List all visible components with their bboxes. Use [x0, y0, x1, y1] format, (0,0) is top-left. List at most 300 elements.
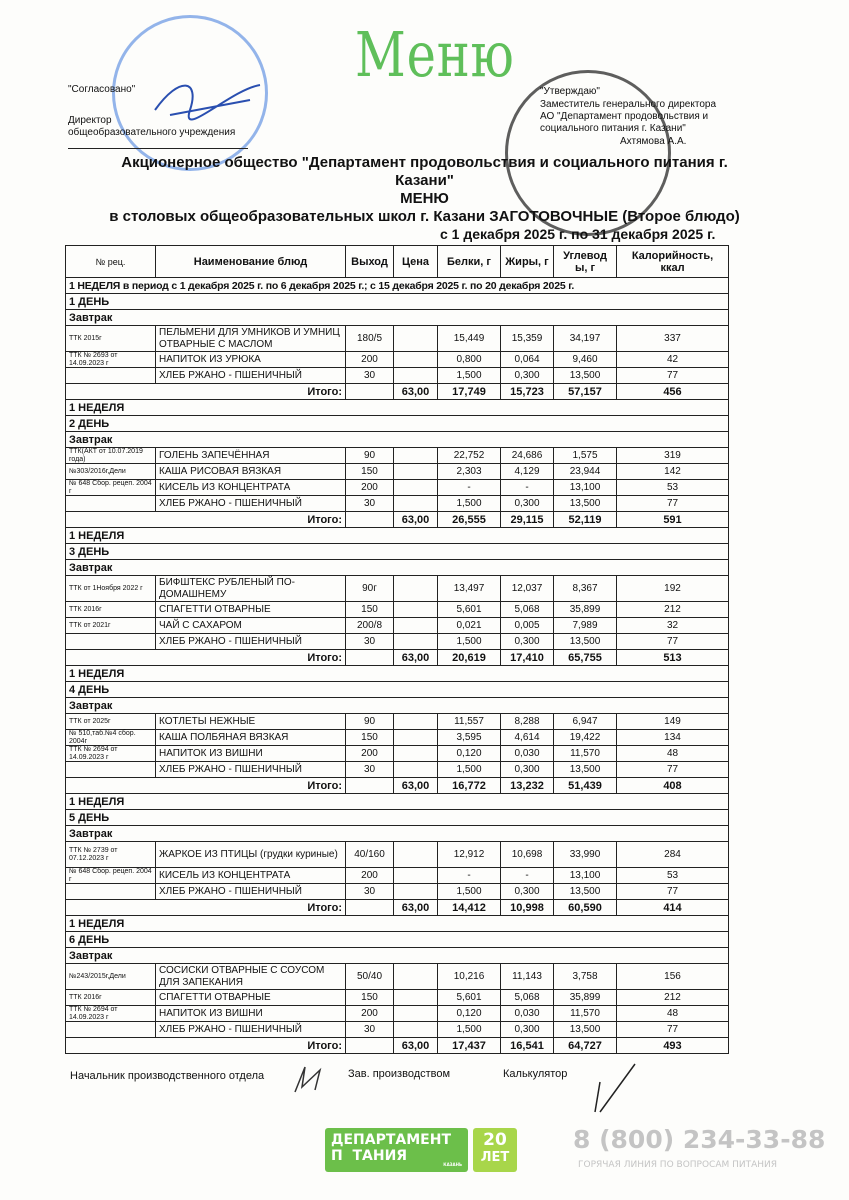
header-title: Меню [355, 18, 515, 91]
total-c: 57,157 [554, 384, 617, 400]
total-price: 63,00 [394, 1038, 438, 1054]
dish-name: ГОЛЕНЬ ЗАПЕЧЁННАЯ [156, 448, 346, 464]
col-yield: Выход [346, 246, 394, 278]
total-c: 52,119 [554, 512, 617, 528]
dish-p: 0,800 [438, 352, 501, 368]
col-recipe-no: № рец. [66, 246, 156, 278]
recipe-code: ТТК № 2694 от 14.09.2023 г [66, 746, 156, 762]
total-f: 17,410 [501, 650, 554, 666]
logo-city: КАЗАНЬ [443, 1162, 462, 1167]
total-c: 51,439 [554, 778, 617, 794]
recipe-code: ТТК 2015г [66, 326, 156, 352]
total-yield [346, 650, 394, 666]
dish-kcal: 77 [617, 634, 729, 650]
day-row [66, 544, 729, 560]
badge-number: 20 [483, 1130, 507, 1150]
doc-title: МЕНЮ [400, 190, 449, 207]
dish-yield: 150 [346, 464, 394, 480]
dish-c: 13,500 [554, 884, 617, 900]
sign-chef-label: Зав. производством [348, 1068, 451, 1080]
total-yield [346, 512, 394, 528]
dish-p: 1,500 [438, 1022, 501, 1038]
logo-line-1: ДЕПАРТАМЕНТ [331, 1132, 451, 1148]
week-row [66, 916, 729, 932]
total-label: Итого: [66, 650, 346, 666]
total-kcal: 591 [617, 512, 729, 528]
total-yield [346, 384, 394, 400]
approval-right-label: "Утверждаю" [540, 86, 600, 97]
dish-name: СПАГЕТТИ ОТВАРНЫЕ [156, 602, 346, 618]
dish-c: 34,197 [554, 326, 617, 352]
dish-price [394, 618, 438, 634]
dish-kcal: 32 [617, 618, 729, 634]
dish-p: - [438, 868, 501, 884]
recipe-code: ТТК № 2693 от 14.09.2023 г [66, 352, 156, 368]
recipe-code [66, 496, 156, 512]
dish-name: ХЛЕБ РЖАНО - ПШЕНИЧНЫЙ [156, 368, 346, 384]
dish-price [394, 352, 438, 368]
total-yield [346, 778, 394, 794]
recipe-code [66, 634, 156, 650]
dish-p: 10,216 [438, 964, 501, 990]
sign-head-label: Начальник производственного отдела [70, 1070, 265, 1082]
dish-f: - [501, 480, 554, 496]
dish-c: 1,575 [554, 448, 617, 464]
dish-yield: 30 [346, 368, 394, 384]
dish-yield: 180/5 [346, 326, 394, 352]
dish-name: ХЛЕБ РЖАНО - ПШЕНИЧНЫЙ [156, 1022, 346, 1038]
dish-c: 8,367 [554, 576, 617, 602]
dish-name: ЧАЙ С САХАРОМ [156, 618, 346, 634]
dish-price [394, 464, 438, 480]
dish-name: ПЕЛЬМЕНИ ДЛЯ УМНИКОВ И УМНИЦ ОТВАРНЫЕ С МАСЛОМ [156, 326, 346, 352]
day-row [66, 932, 729, 948]
dish-c: 35,899 [554, 602, 617, 618]
org-line-1: Акционерное общество "Департамент продовольствия и социального питания г. [121, 154, 728, 171]
meal-label: Завтрак [66, 310, 729, 326]
dish-f: 0,300 [501, 496, 554, 512]
logo-line-2: П ТАНИЯ [331, 1148, 408, 1164]
col-dish-name: Наименование блюд [156, 246, 346, 278]
dish-f: 11,143 [501, 964, 554, 990]
col-fat: Жиры, г [501, 246, 554, 278]
dish-p: 13,497 [438, 576, 501, 602]
total-yield [346, 1038, 394, 1054]
dish-f: 0,300 [501, 1022, 554, 1038]
dish-kcal: 42 [617, 352, 729, 368]
dish-row [66, 634, 729, 650]
day-row [66, 810, 729, 826]
anniversary-badge [473, 1128, 517, 1172]
dish-price [394, 576, 438, 602]
dish-kcal: 77 [617, 1022, 729, 1038]
meal-label: Завтрак [66, 826, 729, 842]
dish-p: 1,500 [438, 368, 501, 384]
week-label: 1 НЕДЕЛЯ [66, 666, 729, 682]
total-p: 16,772 [438, 778, 501, 794]
week-row [66, 528, 729, 544]
recipe-code: ТТК(АКТ от 10.07.2019 года) [66, 448, 156, 464]
dish-f: 5,068 [501, 990, 554, 1006]
week-row [66, 400, 729, 416]
dish-kcal: 48 [617, 1006, 729, 1022]
dish-name: НАПИТОК ИЗ ВИШНИ [156, 746, 346, 762]
day-label: 1 ДЕНЬ [66, 294, 729, 310]
dish-p: 0,021 [438, 618, 501, 634]
total-label: Итого: [66, 512, 346, 528]
dish-p: 0,120 [438, 746, 501, 762]
dish-yield: 30 [346, 496, 394, 512]
dish-price [394, 1022, 438, 1038]
dish-c: 13,500 [554, 1022, 617, 1038]
total-f: 16,541 [501, 1038, 554, 1054]
dish-price [394, 730, 438, 746]
dish-p: 15,449 [438, 326, 501, 352]
dish-price [394, 496, 438, 512]
dish-yield: 200 [346, 480, 394, 496]
dish-p: - [438, 480, 501, 496]
dish-price [394, 480, 438, 496]
dish-row [66, 842, 729, 868]
recipe-code: ТТК № 2739 от 07.12.2023 г [66, 842, 156, 868]
dish-row [66, 352, 729, 368]
dish-row [66, 602, 729, 618]
dish-name: ХЛЕБ РЖАНО - ПШЕНИЧНЫЙ [156, 884, 346, 900]
dish-name: КАША РИСОВАЯ ВЯЗКАЯ [156, 464, 346, 480]
dish-kcal: 319 [617, 448, 729, 464]
total-c: 60,590 [554, 900, 617, 916]
total-row [66, 384, 729, 400]
total-p: 20,619 [438, 650, 501, 666]
dish-row [66, 868, 729, 884]
week-banner-row [66, 278, 729, 294]
dish-f: 0,030 [501, 746, 554, 762]
dish-c: 33,990 [554, 842, 617, 868]
total-c: 64,727 [554, 1038, 617, 1054]
meal-row [66, 560, 729, 576]
dish-price [394, 326, 438, 352]
col-protein: Белки, г [438, 246, 501, 278]
dish-yield: 200 [346, 1006, 394, 1022]
dish-name: ХЛЕБ РЖАНО - ПШЕНИЧНЫЙ [156, 762, 346, 778]
dish-price [394, 1006, 438, 1022]
dish-f: 15,359 [501, 326, 554, 352]
total-c: 65,755 [554, 650, 617, 666]
dish-price [394, 964, 438, 990]
doc-period: с 1 декабря 2025 г. по 31 декабря 2025 г. [440, 226, 716, 242]
dish-price [394, 842, 438, 868]
recipe-code: ТТК 2016г [66, 602, 156, 618]
approval-right-line-3: социального питания г. Казани" [540, 123, 686, 134]
dish-name: СОСИСКИ ОТВАРНЫЕ С СОУСОМ ДЛЯ ЗАПЕКАНИЯ [156, 964, 346, 990]
total-f: 29,115 [501, 512, 554, 528]
total-price: 63,00 [394, 512, 438, 528]
dish-f: 12,037 [501, 576, 554, 602]
dish-name: ХЛЕБ РЖАНО - ПШЕНИЧНЫЙ [156, 496, 346, 512]
total-f: 15,723 [501, 384, 554, 400]
week-banner: 1 НЕДЕЛЯ в период с 1 декабря 2025 г. по 6 декабря 2025 г.; с 15 декабря 2025 г. по 20 декабря 2025 г. [66, 278, 729, 294]
recipe-code [66, 1022, 156, 1038]
week-row [66, 794, 729, 810]
dish-f: - [501, 868, 554, 884]
dish-f: 24,686 [501, 448, 554, 464]
total-kcal: 408 [617, 778, 729, 794]
dish-name: ЖАРКОЕ ИЗ ПТИЦЫ (грудки куриные) [156, 842, 346, 868]
total-f: 10,998 [501, 900, 554, 916]
dish-yield: 50/40 [346, 964, 394, 990]
dish-yield: 150 [346, 990, 394, 1006]
dish-yield: 90 [346, 714, 394, 730]
total-row [66, 900, 729, 916]
dish-yield: 90 [346, 448, 394, 464]
dish-name: СПАГЕТТИ ОТВАРНЫЕ [156, 990, 346, 1006]
week-label: 1 НЕДЕЛЯ [66, 400, 729, 416]
dish-row [66, 730, 729, 746]
dish-yield: 200 [346, 352, 394, 368]
meal-row [66, 432, 729, 448]
dish-price [394, 368, 438, 384]
day-row [66, 682, 729, 698]
dish-name: КИСЕЛЬ ИЗ КОНЦЕНТРАТА [156, 868, 346, 884]
dish-name: ХЛЕБ РЖАНО - ПШЕНИЧНЫЙ [156, 634, 346, 650]
total-label: Итого: [66, 778, 346, 794]
recipe-code [66, 762, 156, 778]
dish-p: 1,500 [438, 884, 501, 900]
dish-yield: 40/160 [346, 842, 394, 868]
day-label: 4 ДЕНЬ [66, 682, 729, 698]
day-row [66, 416, 729, 432]
dish-price [394, 884, 438, 900]
dish-p: 1,500 [438, 634, 501, 650]
recipe-code: № 648 Сбор. рецеп. 2004 г [66, 480, 156, 496]
dish-kcal: 77 [617, 762, 729, 778]
dish-row [66, 884, 729, 900]
dish-yield: 150 [346, 730, 394, 746]
meal-label: Завтрак [66, 560, 729, 576]
dish-kcal: 77 [617, 884, 729, 900]
dish-price [394, 602, 438, 618]
col-kcal: Калорийность, ккал [617, 246, 729, 278]
dish-row [66, 464, 729, 480]
dish-f: 5,068 [501, 602, 554, 618]
recipe-code: №243/2015г,Дели [66, 964, 156, 990]
dish-row [66, 618, 729, 634]
dish-yield: 200 [346, 746, 394, 762]
dish-c: 11,570 [554, 1006, 617, 1022]
approval-right-line-2: АО "Департамент продовольствия и [540, 111, 709, 122]
dish-f: 4,614 [501, 730, 554, 746]
dish-row [66, 496, 729, 512]
dish-c: 13,100 [554, 480, 617, 496]
hotline-caption: ГОРЯЧАЯ ЛИНИЯ ПО ВОПРОСАМ ПИТАНИЯ [578, 1160, 778, 1170]
total-row [66, 1038, 729, 1054]
recipe-code [66, 884, 156, 900]
dish-p: 0,120 [438, 1006, 501, 1022]
dish-p: 12,912 [438, 842, 501, 868]
dish-row [66, 480, 729, 496]
dish-c: 3,758 [554, 964, 617, 990]
dish-price [394, 448, 438, 464]
dish-p: 2,303 [438, 464, 501, 480]
dish-f: 0,064 [501, 352, 554, 368]
week-row [66, 666, 729, 682]
calculator-signature [590, 1062, 640, 1117]
dish-row [66, 368, 729, 384]
dish-price [394, 746, 438, 762]
week-label: 1 НЕДЕЛЯ [66, 916, 729, 932]
dish-p: 5,601 [438, 602, 501, 618]
recipe-code: №303/2016г,Дели [66, 464, 156, 480]
dish-kcal: 53 [617, 868, 729, 884]
org-line-2: Казани" [395, 172, 454, 189]
day-label: 2 ДЕНЬ [66, 416, 729, 432]
dish-c: 23,944 [554, 464, 617, 480]
day-row [66, 294, 729, 310]
total-f: 13,232 [501, 778, 554, 794]
recipe-code: № 510,таб.№4 сбор. 2004г [66, 730, 156, 746]
dish-price [394, 634, 438, 650]
dish-row [66, 576, 729, 602]
dish-yield: 30 [346, 884, 394, 900]
dish-c: 11,570 [554, 746, 617, 762]
brand-logo [325, 1128, 468, 1172]
badge-word: ЛЕТ [480, 1150, 510, 1165]
dish-row [66, 326, 729, 352]
approval-left-label: "Согласовано" [68, 84, 136, 95]
recipe-code: ТТК от 2025г [66, 714, 156, 730]
total-p: 26,555 [438, 512, 501, 528]
total-yield [346, 900, 394, 916]
dish-f: 0,030 [501, 1006, 554, 1022]
dish-kcal: 149 [617, 714, 729, 730]
total-price: 63,00 [394, 900, 438, 916]
total-kcal: 414 [617, 900, 729, 916]
recipe-code: ТТК от 1Ноября 2022 г [66, 576, 156, 602]
dish-c: 35,899 [554, 990, 617, 1006]
total-row [66, 778, 729, 794]
total-p: 17,749 [438, 384, 501, 400]
week-label: 1 НЕДЕЛЯ [66, 528, 729, 544]
week-label: 1 НЕДЕЛЯ [66, 794, 729, 810]
table-header [66, 246, 729, 278]
dish-yield: 30 [346, 1022, 394, 1038]
menu-table [65, 245, 729, 1054]
dish-row [66, 448, 729, 464]
total-price: 63,00 [394, 384, 438, 400]
dish-f: 10,698 [501, 842, 554, 868]
recipe-code: ТТК 2016г [66, 990, 156, 1006]
recipe-code: ТТК от 2021г [66, 618, 156, 634]
recipe-code: ТТК № 2694 от 14.09.2023 г [66, 1006, 156, 1022]
dish-f: 0,300 [501, 368, 554, 384]
dish-p: 1,500 [438, 762, 501, 778]
dish-f: 0,300 [501, 884, 554, 900]
head-signature [290, 1062, 330, 1097]
col-price: Цена [394, 246, 438, 278]
meal-label: Завтрак [66, 698, 729, 714]
total-row [66, 512, 729, 528]
total-label: Итого: [66, 1038, 346, 1054]
dish-row [66, 1006, 729, 1022]
dish-row [66, 964, 729, 990]
dish-yield: 150 [346, 602, 394, 618]
dish-row [66, 1022, 729, 1038]
dish-c: 7,989 [554, 618, 617, 634]
dish-p: 1,500 [438, 496, 501, 512]
dish-yield: 90г [346, 576, 394, 602]
dish-yield: 30 [346, 634, 394, 650]
meal-row [66, 826, 729, 842]
day-label: 5 ДЕНЬ [66, 810, 729, 826]
dish-price [394, 762, 438, 778]
dish-name: КАША ПОЛБЯНАЯ ВЯЗКАЯ [156, 730, 346, 746]
dish-yield: 200/8 [346, 618, 394, 634]
dish-p: 5,601 [438, 990, 501, 1006]
day-label: 6 ДЕНЬ [66, 932, 729, 948]
dish-row [66, 990, 729, 1006]
sign-calc-label: Калькулятор [503, 1068, 568, 1080]
dish-c: 6,947 [554, 714, 617, 730]
approval-left-role-2: общеобразовательного учреждения [68, 127, 236, 138]
total-price: 63,00 [394, 650, 438, 666]
dish-p: 3,595 [438, 730, 501, 746]
meal-row [66, 310, 729, 326]
dish-p: 11,557 [438, 714, 501, 730]
meal-row [66, 948, 729, 964]
meal-label: Завтрак [66, 432, 729, 448]
dish-name: НАПИТОК ИЗ УРЮКА [156, 352, 346, 368]
hotline-phone: 8 (800) 234-33-88 [573, 1125, 826, 1154]
dish-c: 13,500 [554, 368, 617, 384]
dish-kcal: 77 [617, 368, 729, 384]
dish-c: 13,500 [554, 762, 617, 778]
total-price: 63,00 [394, 778, 438, 794]
dish-c: 13,500 [554, 634, 617, 650]
dish-c: 13,500 [554, 496, 617, 512]
dish-kcal: 212 [617, 602, 729, 618]
dish-row [66, 762, 729, 778]
dish-name: КОТЛЕТЫ НЕЖНЫЕ [156, 714, 346, 730]
dish-p: 22,752 [438, 448, 501, 464]
total-label: Итого: [66, 384, 346, 400]
dish-yield: 30 [346, 762, 394, 778]
doc-subtitle: в столовых общеобразовательных школ г. Казани ЗАГОТОВОЧНЫЕ (Второе блюдо) [109, 208, 740, 225]
dish-c: 13,100 [554, 868, 617, 884]
dish-kcal: 53 [617, 480, 729, 496]
total-kcal: 456 [617, 384, 729, 400]
dish-kcal: 212 [617, 990, 729, 1006]
dish-c: 9,460 [554, 352, 617, 368]
col-carbs: Углевод ы, г [554, 246, 617, 278]
signature-line [68, 148, 248, 149]
dish-f: 0,300 [501, 634, 554, 650]
dish-kcal: 77 [617, 496, 729, 512]
approval-left-role-1: Директор [68, 115, 112, 126]
director-signature [150, 70, 270, 130]
dish-f: 8,288 [501, 714, 554, 730]
dish-row [66, 714, 729, 730]
dish-name: НАПИТОК ИЗ ВИШНИ [156, 1006, 346, 1022]
total-p: 14,412 [438, 900, 501, 916]
total-label: Итого: [66, 900, 346, 916]
day-label: 3 ДЕНЬ [66, 544, 729, 560]
dish-kcal: 192 [617, 576, 729, 602]
dish-yield: 200 [346, 868, 394, 884]
recipe-code [66, 368, 156, 384]
dish-f: 0,300 [501, 762, 554, 778]
dish-kcal: 337 [617, 326, 729, 352]
dish-kcal: 134 [617, 730, 729, 746]
